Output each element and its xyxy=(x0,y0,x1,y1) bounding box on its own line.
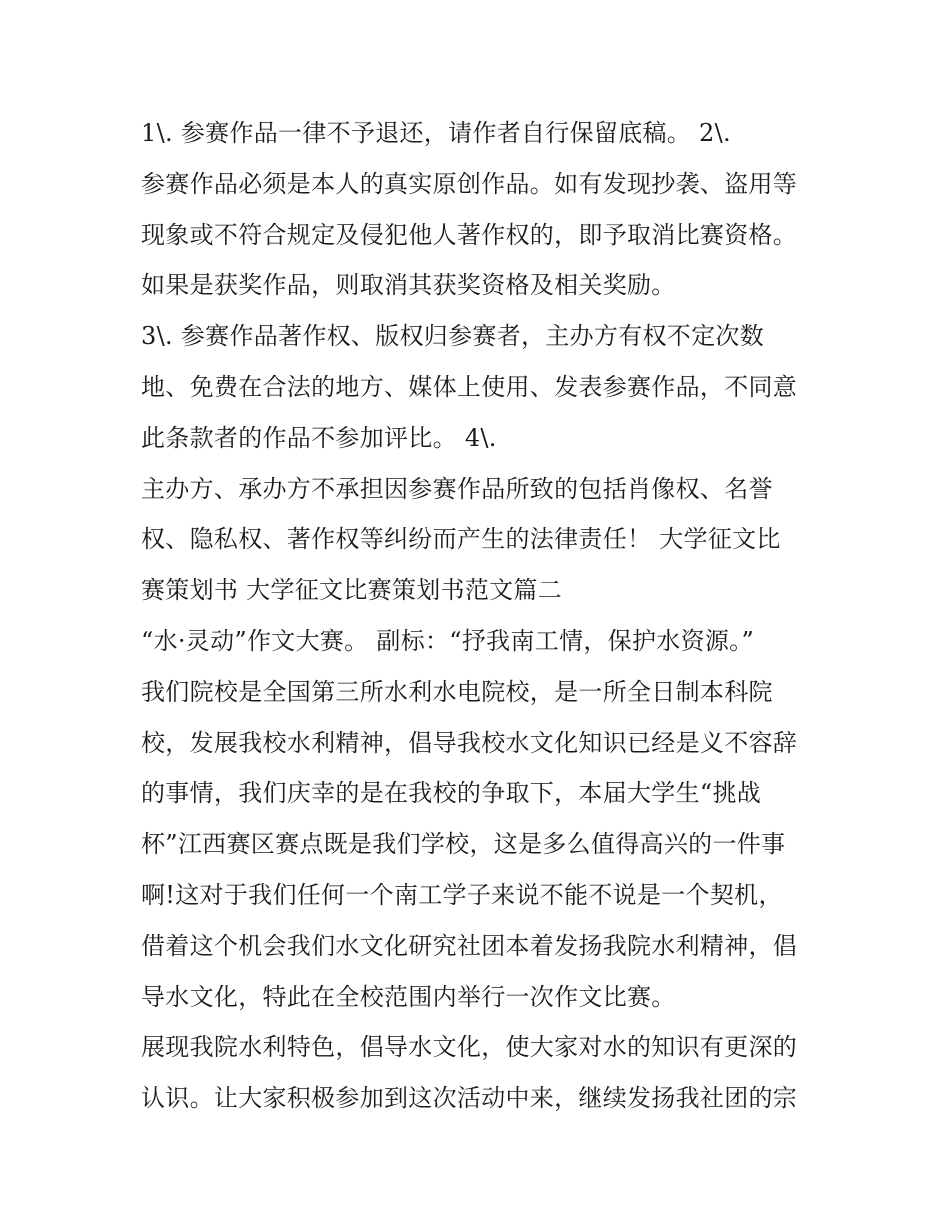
text-line: 展现我院水利特色，倡导水文化，使大家对水的知识有更深的 xyxy=(141,1033,798,1062)
text-line: 赛策划书 大学征文比赛策划书范文篇二 xyxy=(141,576,563,605)
text-line: 啊!这对于我们任何一个南工学子来说不能不说是一个契机， xyxy=(141,880,783,909)
text-line: 校，发展我校水利精神，倡导我校水文化知识已经是义不容辞 xyxy=(141,728,798,757)
text-line: 导水文化，特此在全校范围内举行一次作文比赛。 xyxy=(141,982,676,1011)
text-line: 现象或不符合规定及侵犯他人著作权的，即予取消比赛资格。 xyxy=(141,220,798,249)
text-line: 认识。让大家积极参加到这次活动中来，继续发扬我社团的宗 xyxy=(141,1084,798,1113)
text-line: 我们院校是全国第三所水利水电院校，是一所全日制本科院 xyxy=(141,677,773,706)
text-line: 1\. 参赛作品一律不予退还，请作者自行保留底稿。 2\. xyxy=(141,119,731,147)
text-line: 如果是获奖作品，则取消其获奖资格及相关奖励。 xyxy=(141,271,676,300)
text-line: 的事情，我们庆幸的是在我校的争取下，本届大学生“挑战 xyxy=(141,779,762,808)
text-line: “水·灵动”作文大赛。 副标：“抒我南工情，保护水资源。” xyxy=(141,626,755,655)
text-line: 杯”江西赛区赛点既是我们学校，这是多么值得高兴的一件事 xyxy=(141,830,786,859)
document-body xyxy=(141,108,831,1124)
text-line: 主办方、承办方不承担因参赛作品所致的包括肖像权、名誉 xyxy=(141,474,773,503)
text-line: 参赛作品必须是本人的真实原创作品。如有发现抄袭、盗用等 xyxy=(141,169,798,198)
text-line: 此条款者的作品不参加评比。 4\. xyxy=(141,423,497,452)
text-line: 地、免费在合法的地方、媒体上使用、发表参赛作品，不同意 xyxy=(141,372,798,401)
text-line: 3\. 参赛作品著作权、版权归参赛者，主办方有权不定次数 xyxy=(141,322,765,351)
text-line: 权、隐私权、著作权等纠纷而产生的法律责任！ 大学征文比 xyxy=(141,525,781,554)
text-line: 借着这个机会我们水文化研究社团本着发扬我院水利精神，倡 xyxy=(141,931,798,960)
